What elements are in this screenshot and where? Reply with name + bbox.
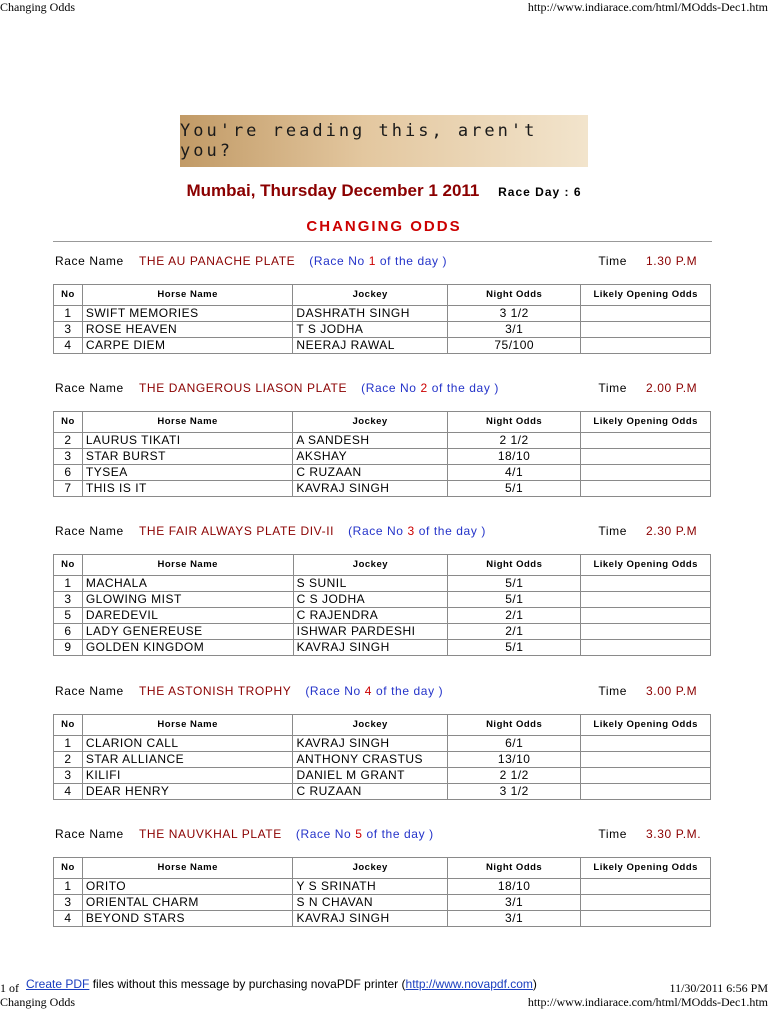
table-row [54,338,711,354]
likely-opening-odds [581,465,711,481]
night-odds: 2/1 [448,624,581,640]
race-name-line [139,524,486,538]
horse-name: DAREDEVIL [82,608,293,624]
horse-name: KILIFI [82,768,293,784]
night-odds: 5/1 [447,481,580,497]
race-name: THE AU PANACHE PLATE [139,254,296,268]
race-name-label: Race Name [55,381,124,395]
horse-name: STAR BURST [82,449,292,465]
jockey-name: C RUZAAN [293,465,448,481]
night-odds: 5/1 [448,640,581,656]
table-header-row [54,715,711,736]
table-row [54,576,711,592]
table-header-row [54,412,711,433]
horse-number: 3 [54,592,83,608]
jockey-name: Y S SRINATH [293,879,447,895]
horse-name: DEAR HENRY [82,784,293,800]
likely-opening-odds [581,879,711,895]
horse-number: 1 [54,879,83,895]
night-odds: 3/1 [448,322,581,338]
night-odds: 3/1 [447,911,580,927]
time-label: Time [598,381,627,395]
horse-number: 1 [54,306,83,322]
race-name: THE FAIR ALWAYS PLATE DIV-II [139,524,335,538]
night-odds: 5/1 [448,576,581,592]
horse-name: GLOWING MIST [82,592,293,608]
jockey-name: C RUZAAN [293,784,448,800]
horse-number: 1 [54,576,83,592]
race-name: THE DANGEROUS LIASON PLATE [139,381,348,395]
likely-opening-odds [581,322,711,338]
horse-number: 2 [54,433,83,449]
race-number-value: 1 [368,254,376,268]
col-no-header: No [54,285,83,306]
horse-name: STAR ALLIANCE [82,752,293,768]
time-label: Time [598,684,627,698]
col-jockey-header: Jockey [293,858,447,879]
jockey-name: S N CHAVAN [293,895,447,911]
print-footer-url[interactable]: http://www.indiarace.com/html/MOdds-Dec1.htm [527,995,768,1009]
print-footer [0,977,768,1024]
table-row [54,911,711,927]
likely-opening-odds [581,306,711,322]
likely-opening-odds [581,449,711,465]
table-row [54,306,711,322]
race-name-label: Race Name [55,254,124,268]
time-label: Time [598,524,627,538]
col-night-odds-header: Night Odds [447,858,580,879]
table-row [54,465,711,481]
col-night-odds-header: Night Odds [448,555,581,576]
col-night-odds-header: Night Odds [448,285,581,306]
likely-opening-odds [581,433,711,449]
jockey-name: ISHWAR PARDESHI [293,624,448,640]
likely-opening-odds [581,911,711,927]
banner-text: You're reading this, aren't you? [180,121,538,161]
horse-name: MACHALA [82,576,293,592]
odds-table [53,284,711,354]
horse-number: 6 [54,465,83,481]
table-row [54,736,711,752]
race-number [296,827,434,841]
race-header [53,377,712,399]
likely-opening-odds [581,768,711,784]
novapdf-message [26,977,537,991]
night-odds: 2 1/2 [447,433,580,449]
print-header-url[interactable]: http://www.indiarace.com/html/MOdds-Dec1.htm [527,0,768,14]
table-header-row [54,555,711,576]
jockey-name: AKSHAY [293,449,448,465]
horse-name: TYSEA [82,465,292,481]
col-horse-name-header: Horse Name [82,715,293,736]
page-title: CHANGING ODDS [306,218,462,235]
horse-name: BEYOND STARS [82,911,293,927]
col-likely-opening-odds-header: Likely Opening Odds [581,715,711,736]
novapdf-link[interactable]: http://www.novapdf.com [405,977,533,991]
night-odds: 6/1 [447,736,580,752]
table-header-row [54,285,711,306]
col-horse-name-header: Horse Name [82,555,293,576]
likely-opening-odds [581,592,711,608]
col-jockey-header: Jockey [293,285,448,306]
venue-date: Mumbai, Thursday December 1 2011 [186,181,480,200]
race-header [53,520,712,542]
race-block [53,377,712,495]
likely-opening-odds [581,576,711,592]
table-row [54,752,711,768]
col-likely-opening-odds-header: Likely Opening Odds [581,858,711,879]
race-time: 3.00 P.M [646,684,698,698]
horse-number: 7 [54,481,83,497]
night-odds: 2/1 [448,608,581,624]
col-no-header: No [54,715,83,736]
col-likely-opening-odds-header: Likely Opening Odds [581,412,711,433]
night-odds: 3 1/2 [447,784,580,800]
jockey-name: DANIEL M GRANT [293,768,448,784]
print-footer-title: Changing Odds [0,995,75,1009]
jockey-name: KAVRAJ SINGH [293,481,448,497]
jockey-name: A SANDESH [293,433,448,449]
race-number-suffix: of the day ) [375,254,448,268]
night-odds: 2 1/2 [447,768,580,784]
novapdf-message-text: files without this message by purchasing novaPDF printer ( [89,977,406,991]
likely-opening-odds [581,784,711,800]
table-row [54,433,711,449]
horse-name: SWIFT MEMORIES [82,306,293,322]
race-number-prefix: (Race No [305,684,365,698]
col-horse-name-header: Horse Name [82,285,293,306]
race-number-prefix: (Race No [295,827,356,841]
likely-opening-odds [581,736,711,752]
jockey-name: KAVRAJ SINGH [293,911,447,927]
night-odds: 18/10 [447,879,580,895]
jockey-name: KAVRAJ SINGH [293,736,448,752]
col-night-odds-header: Night Odds [447,715,580,736]
col-likely-opening-odds-header: Likely Opening Odds [581,555,711,576]
race-number-value: 4 [364,684,373,698]
col-no-header: No [54,555,83,576]
race-day: Race Day : 6 [498,185,582,199]
race-number-prefix: (Race No [348,524,408,538]
likely-opening-odds [581,608,711,624]
race-number-suffix: of the day ) [362,827,434,841]
col-no-header: No [54,858,83,879]
horse-name: GOLDEN KINGDOM [82,640,293,656]
likely-opening-odds [581,338,711,354]
table-row [54,608,711,624]
race-name-label: Race Name [55,684,124,698]
race-name-line [139,381,499,395]
table-row [54,481,711,497]
col-jockey-header: Jockey [293,412,448,433]
horse-number: 1 [54,736,83,752]
race-number-prefix: (Race No [309,254,369,268]
night-odds: 13/10 [447,752,580,768]
divider [53,241,712,242]
print-header [0,0,768,16]
horse-number: 3 [54,449,83,465]
horse-name: LADY GENEREUSE [82,624,293,640]
race-number-value: 3 [407,524,415,538]
horse-number: 4 [54,784,83,800]
horse-number: 3 [54,895,83,911]
race-name-label: Race Name [55,827,124,841]
odds-table [53,411,711,497]
race-block [53,250,712,352]
horse-name: ORIENTAL CHARM [82,895,293,911]
race-number-prefix: (Race No [361,381,421,395]
likely-opening-odds [581,640,711,656]
col-horse-name-header: Horse Name [82,858,293,879]
horse-name: ROSE HEAVEN [82,322,293,338]
night-odds: 3 1/2 [448,306,581,322]
novapdf-message-end: ) [532,977,537,991]
col-no-header: No [54,412,83,433]
jockey-name: KAVRAJ SINGH [293,640,448,656]
table-row [54,768,711,784]
race-time: 1.30 P.M [646,254,698,268]
table-row [54,784,711,800]
likely-opening-odds [581,481,711,497]
horse-name: ORITO [82,879,293,895]
horse-name: CLARION CALL [82,736,293,752]
night-odds: 4/1 [447,465,580,481]
likely-opening-odds [581,895,711,911]
print-datetime: 11/30/2011 6:56 PM [669,981,768,995]
time-label: Time [598,254,627,268]
col-jockey-header: Jockey [293,555,448,576]
race-number-value: 5 [355,827,363,841]
time-label: Time [598,827,627,841]
race-header [53,680,712,702]
banner-ad[interactable] [180,115,588,167]
odds-table [53,714,711,800]
jockey-name: C S JODHA [293,592,448,608]
jockey-name: T S JODHA [293,322,448,338]
horse-number: 5 [54,608,83,624]
race-name: THE NAUVKHAL PLATE [139,827,282,841]
night-odds: 3/1 [447,895,580,911]
table-row [54,322,711,338]
race-time: 2.00 P.M [646,381,698,395]
table-row [54,895,711,911]
horse-name: CARPE DIEM [82,338,293,354]
race-header [53,250,712,272]
horse-number: 4 [54,911,83,927]
create-pdf-link[interactable]: Create PDF [26,977,90,991]
race-time: 3.30 P.M. [646,827,702,841]
col-likely-opening-odds-header: Likely Opening Odds [581,285,711,306]
horse-number: 9 [54,640,83,656]
race-block [53,823,712,925]
race-number-suffix: of the day ) [427,381,499,395]
table-row [54,624,711,640]
table-row [54,879,711,895]
night-odds: 5/1 [448,592,581,608]
race-time: 2.30 P.M [646,524,698,538]
race-number-suffix: of the day ) [372,684,444,698]
table-row [54,592,711,608]
col-jockey-header: Jockey [293,715,448,736]
table-header-row [54,858,711,879]
jockey-name: C RAJENDRA [293,608,448,624]
race-name-line [139,684,443,698]
race-number-suffix: of the day ) [414,524,486,538]
odds-table [53,554,711,656]
horse-number: 4 [54,338,83,354]
horse-name: THIS IS IT [82,481,292,497]
print-header-title: Changing Odds [0,0,75,14]
likely-opening-odds [581,624,711,640]
race-name-line [139,254,447,268]
horse-number: 6 [54,624,83,640]
race-number [305,684,443,698]
venue-line [0,181,768,201]
col-horse-name-header: Horse Name [82,412,292,433]
race-name: THE ASTONISH TROPHY [139,684,292,698]
race-number [309,254,447,268]
table-row [54,640,711,656]
night-odds: 18/10 [447,449,580,465]
likely-opening-odds [581,752,711,768]
race-block [53,520,712,654]
race-block [53,680,712,798]
race-number [361,381,499,395]
table-row [54,449,711,465]
odds-table [53,857,711,927]
race-number-value: 2 [420,381,428,395]
horse-name: LAURUS TIKATI [82,433,292,449]
jockey-name: DASHRATH SINGH [293,306,448,322]
race-header [53,823,712,845]
night-odds: 75/100 [448,338,581,354]
jockey-name: ANTHONY CRASTUS [293,752,448,768]
col-night-odds-header: Night Odds [447,412,580,433]
race-number [348,524,486,538]
jockey-name: S SUNIL [293,576,448,592]
horse-number: 3 [54,768,83,784]
race-name-label: Race Name [55,524,124,538]
horse-number: 2 [54,752,83,768]
race-name-line [139,827,434,841]
page-number: 1 of [0,981,19,995]
horse-number: 3 [54,322,83,338]
jockey-name: NEERAJ RAWAL [293,338,448,354]
